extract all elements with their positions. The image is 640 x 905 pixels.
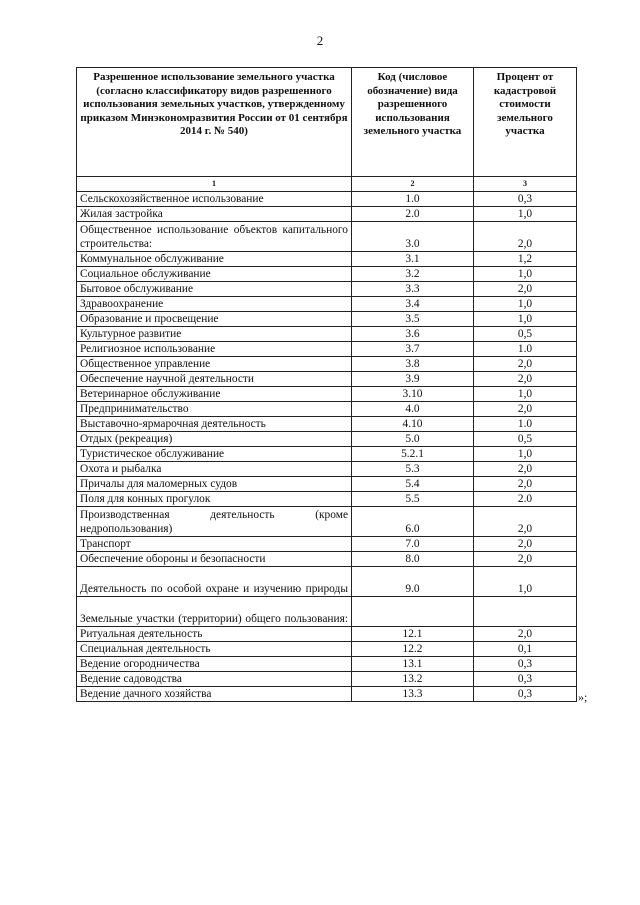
land-use-code: 12.2 <box>352 642 474 657</box>
table-row <box>77 492 577 507</box>
cadastral-percent: 0,5 <box>474 327 577 342</box>
table-row <box>77 672 577 687</box>
cadastral-percent: 1,0 <box>474 567 577 597</box>
table-row <box>77 417 577 432</box>
cadastral-percent: 1,0 <box>474 387 577 402</box>
land-use-code: 3.5 <box>352 312 474 327</box>
land-use-table <box>76 67 577 702</box>
land-use-name: Образование и просвещение <box>77 312 352 327</box>
cadastral-percent: 0,3 <box>474 687 577 702</box>
land-use-code <box>352 597 474 627</box>
cadastral-percent: 2,0 <box>474 402 577 417</box>
cadastral-percent: 2,0 <box>474 552 577 567</box>
land-use-name: Обеспечение научной деятельности <box>77 372 352 387</box>
land-use-code: 3.9 <box>352 372 474 387</box>
table-row <box>77 327 577 342</box>
cadastral-percent: 0,3 <box>474 657 577 672</box>
land-use-code: 12.1 <box>352 627 474 642</box>
column-number: 3 <box>474 177 577 192</box>
table-row <box>77 567 577 597</box>
cadastral-percent: 2,0 <box>474 282 577 297</box>
table-row <box>77 342 577 357</box>
land-use-code: 5.4 <box>352 477 474 492</box>
land-use-name: Здравоохранение <box>77 297 352 312</box>
land-use-name: Причалы для маломерных судов <box>77 477 352 492</box>
header-percent: Процент от кадастровой стоимости земельного участка <box>474 68 577 177</box>
land-use-name: Ветеринарное обслуживание <box>77 387 352 402</box>
cadastral-percent: 0,3 <box>474 672 577 687</box>
table-row <box>77 297 577 312</box>
land-use-name: Социальное обслуживание <box>77 267 352 282</box>
land-use-code: 13.3 <box>352 687 474 702</box>
land-use-name: Охота и рыбалка <box>77 462 352 477</box>
land-use-name: Ведение садоводства <box>77 672 352 687</box>
closing-quote-mark: »; <box>578 690 588 704</box>
table-row <box>77 282 577 297</box>
land-use-code: 4.10 <box>352 417 474 432</box>
cadastral-percent: 0,5 <box>474 432 577 447</box>
cadastral-percent: 2,0 <box>474 537 577 552</box>
table-row <box>77 687 577 702</box>
land-use-code: 3.3 <box>352 282 474 297</box>
cadastral-percent: 2,0 <box>474 627 577 642</box>
land-use-code: 3.4 <box>352 297 474 312</box>
land-use-name: Общественное управление <box>77 357 352 372</box>
page-number: 2 <box>316 33 324 48</box>
land-use-name: Религиозное использование <box>77 342 352 357</box>
land-use-code: 5.3 <box>352 462 474 477</box>
table-row <box>77 552 577 567</box>
land-use-code: 5.0 <box>352 432 474 447</box>
table-row <box>77 252 577 267</box>
table-row <box>77 357 577 372</box>
cadastral-percent <box>474 597 577 627</box>
cadastral-percent: 2.0 <box>474 492 577 507</box>
column-number: 2 <box>352 177 474 192</box>
cadastral-percent: 1,0 <box>474 312 577 327</box>
land-use-name: Специальная деятельность <box>77 642 352 657</box>
cadastral-percent: 2,0 <box>474 357 577 372</box>
land-use-name: Общественное использование объектов капитального строительства: <box>77 222 352 252</box>
land-use-name: Выставочно-ярмарочная деятельность <box>77 417 352 432</box>
land-use-name: Туристическое обслуживание <box>77 447 352 462</box>
cadastral-percent: 2,0 <box>474 222 577 252</box>
land-use-name: Производственная деятельность (кроме недропользования) <box>77 507 352 537</box>
land-use-code: 3.7 <box>352 342 474 357</box>
table-row <box>77 627 577 642</box>
cadastral-percent: 2,0 <box>474 462 577 477</box>
land-use-code: 5.2.1 <box>352 447 474 462</box>
land-use-code: 3.6 <box>352 327 474 342</box>
land-use-code: 5.5 <box>352 492 474 507</box>
cadastral-percent: 1.0 <box>474 417 577 432</box>
cadastral-percent: 1.0 <box>474 342 577 357</box>
cadastral-percent: 2,0 <box>474 372 577 387</box>
table-row <box>77 207 577 222</box>
land-use-code: 2.0 <box>352 207 474 222</box>
table-row <box>77 507 577 537</box>
column-number: 1 <box>77 177 352 192</box>
land-use-code: 4.0 <box>352 402 474 417</box>
land-use-code: 7.0 <box>352 537 474 552</box>
cadastral-percent: 0,1 <box>474 642 577 657</box>
cadastral-percent: 1,0 <box>474 207 577 222</box>
land-use-name: Земельные участки (территории) общего пользования: <box>77 597 352 627</box>
land-use-code: 1.0 <box>352 192 474 207</box>
table-row <box>77 222 577 252</box>
cadastral-percent: 1,0 <box>474 447 577 462</box>
land-use-name: Транспорт <box>77 537 352 552</box>
land-use-code: 3.10 <box>352 387 474 402</box>
table-row <box>77 597 577 627</box>
land-use-code: 3.8 <box>352 357 474 372</box>
table-row <box>77 642 577 657</box>
cadastral-percent: 0,3 <box>474 192 577 207</box>
land-use-name: Ведение огородничества <box>77 657 352 672</box>
land-use-name: Отдых (рекреация) <box>77 432 352 447</box>
land-use-name: Культурное развитие <box>77 327 352 342</box>
table-row <box>77 537 577 552</box>
land-use-name: Сельскохозяйственное использование <box>77 192 352 207</box>
land-use-code: 13.1 <box>352 657 474 672</box>
land-use-name: Ведение дачного хозяйства <box>77 687 352 702</box>
cadastral-percent: 1,0 <box>474 297 577 312</box>
table-row <box>77 372 577 387</box>
cadastral-percent: 2,0 <box>474 477 577 492</box>
land-use-code: 13.2 <box>352 672 474 687</box>
table-row <box>77 402 577 417</box>
land-use-name: Бытовое обслуживание <box>77 282 352 297</box>
column-number-row <box>77 177 577 192</box>
land-use-code: 9.0 <box>352 567 474 597</box>
table-row <box>77 387 577 402</box>
table-body <box>77 192 577 702</box>
cadastral-percent: 1,2 <box>474 252 577 267</box>
table-row <box>77 312 577 327</box>
land-use-name: Обеспечение обороны и безопасности <box>77 552 352 567</box>
cadastral-percent: 2,0 <box>474 507 577 537</box>
land-use-name: Предпринимательство <box>77 402 352 417</box>
table-row <box>77 447 577 462</box>
cadastral-percent: 1,0 <box>474 267 577 282</box>
table-row <box>77 477 577 492</box>
land-use-code: 6.0 <box>352 507 474 537</box>
land-use-code: 3.2 <box>352 267 474 282</box>
land-use-name: Поля для конных прогулок <box>77 492 352 507</box>
table-row <box>77 462 577 477</box>
header-land-use: Разрешенное использование земельного участка (согласно классификатору видов разрешенного использования земельных участков, утвержденному приказом Минэкономразвития России от 01 сентября 2014 г. № 540) <box>77 68 352 177</box>
land-use-name: Деятельность по особой охране и изучению природы <box>77 567 352 597</box>
table-row <box>77 267 577 282</box>
header-row <box>77 68 577 177</box>
header-code: Код (числовое обозначение) вида разрешенного использования земельного участка <box>352 68 474 177</box>
land-use-code: 3.0 <box>352 222 474 252</box>
land-use-name: Ритуальная деятельность <box>77 627 352 642</box>
land-use-code: 8.0 <box>352 552 474 567</box>
table-row <box>77 192 577 207</box>
land-use-code: 3.1 <box>352 252 474 267</box>
table-row <box>77 432 577 447</box>
land-use-name: Коммунальное обслуживание <box>77 252 352 267</box>
land-use-name: Жилая застройка <box>77 207 352 222</box>
table-row <box>77 657 577 672</box>
